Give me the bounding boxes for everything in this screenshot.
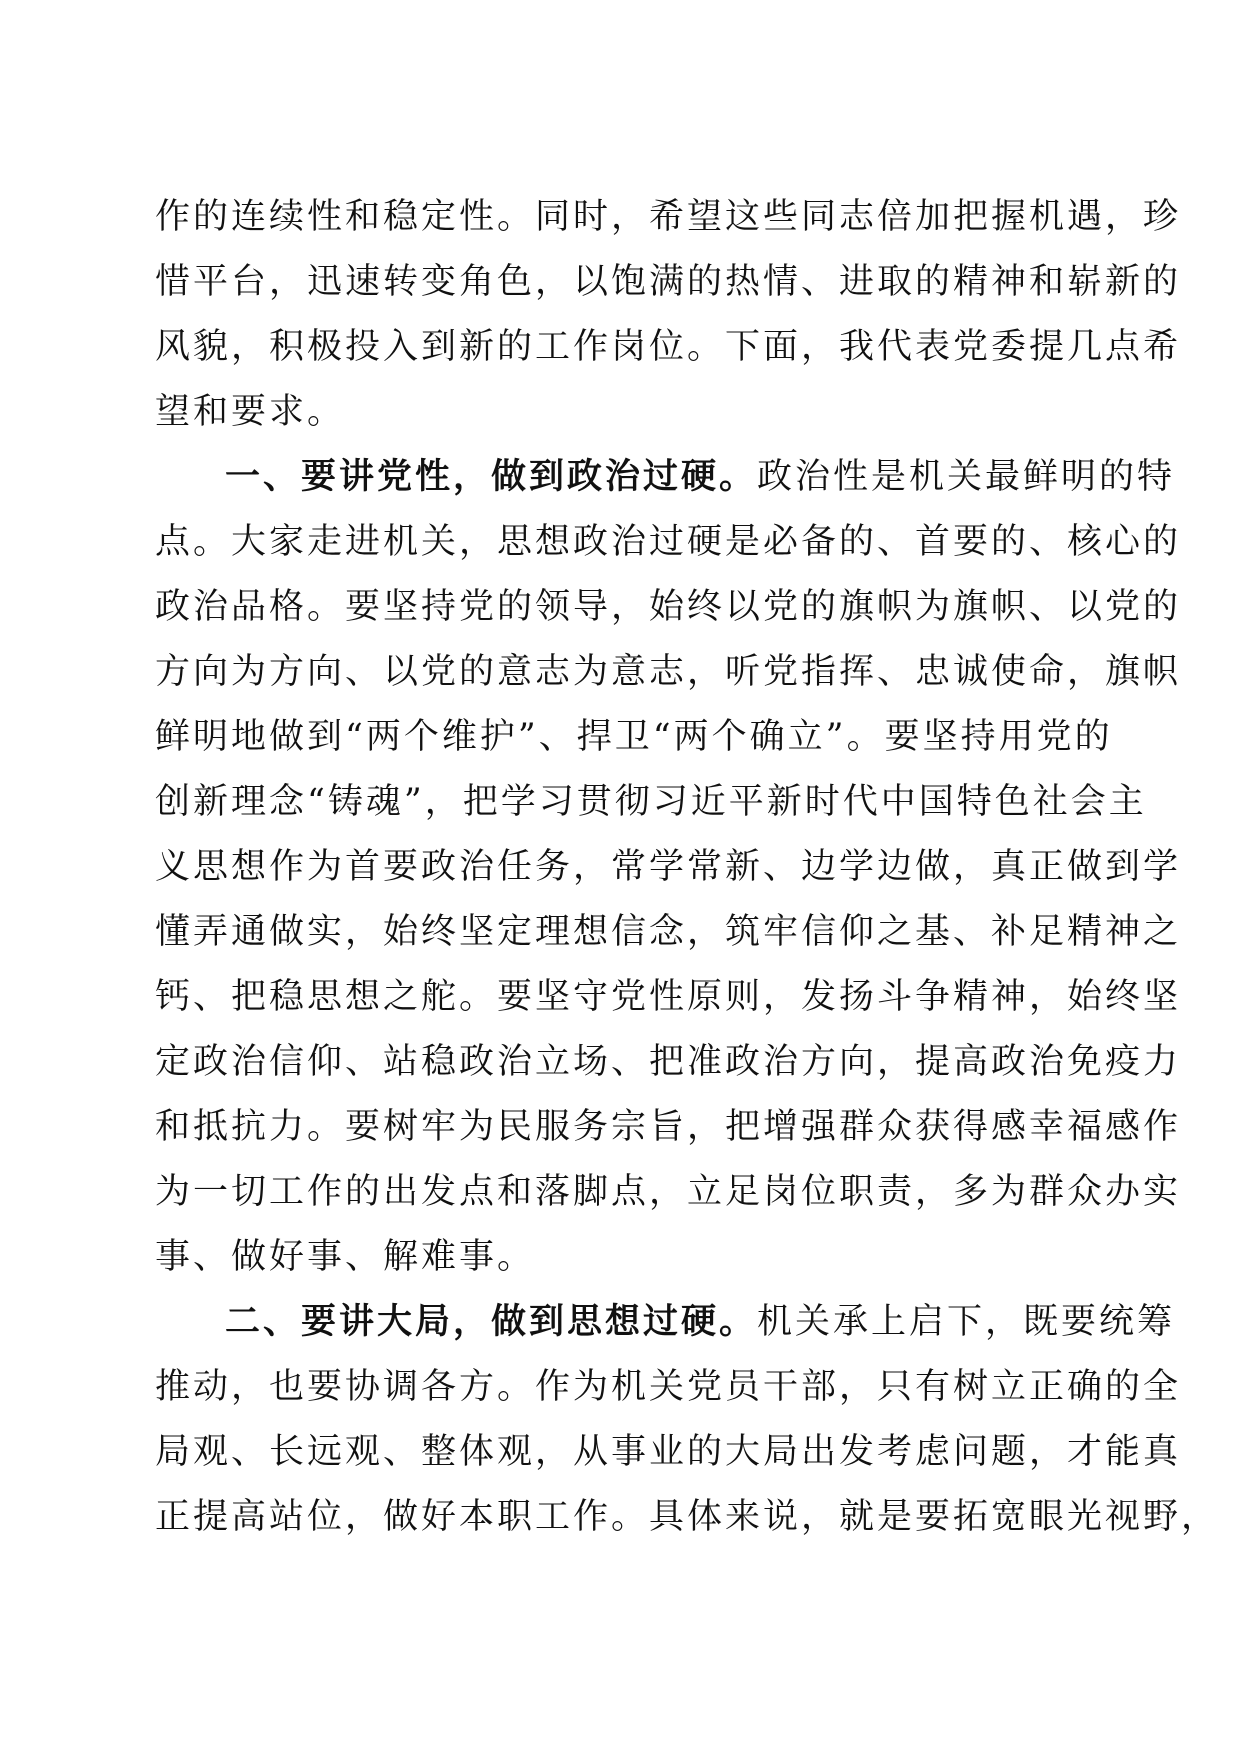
section-two-first-line — [155, 1290, 1176, 1355]
text-line: 局观、长远观、整体观，从事业的大局出发考虑问题，才能真 — [155, 1432, 1182, 1472]
text-line: 鲜明地做到“两个维护”、捍卫“两个确立”。要坚持用党的 — [155, 717, 1113, 757]
section-heading-one: 一、要讲党性，做到政治过硬。 — [225, 457, 758, 497]
section-one-first-line — [155, 445, 1176, 510]
text-line: 政治性是机关最鲜明的特 — [757, 457, 1176, 497]
text-line: 惜平台，迅速转变角色，以饱满的热情、进取的精神和崭新的 — [155, 262, 1182, 302]
text-line: 望和要求。 — [155, 392, 346, 432]
text-line: 事、做好事、解难事。 — [155, 1237, 536, 1277]
section-heading-two: 二、要讲大局，做到思想过硬。 — [225, 1302, 758, 1342]
text-line: 为一切工作的出发点和落脚点，立足岗位职责，多为群众办实 — [155, 1172, 1182, 1212]
text-line: 义思想作为首要政治任务，常学常新、边学边做，真正做到学 — [155, 847, 1182, 887]
text-line: 作的连续性和稳定性。同时，希望这些同志倍加把握机遇，珍 — [155, 197, 1182, 237]
text-line: 钙、把稳思想之舵。要坚守党性原则，发扬斗争精神，始终坚 — [155, 977, 1182, 1017]
text-line: 方向为方向、以党的意志为意志，听党指挥、忠诚使命，旗帜 — [155, 652, 1182, 692]
text-line: 创新理念“铸魂”，把学习贯彻习近平新时代中国特色社会主 — [155, 782, 1147, 822]
text-line: 政治品格。要坚持党的领导，始终以党的旗帜为旗帜、以党的 — [155, 587, 1182, 627]
text-line: 定政治信仰、站稳政治立场、把准政治方向，提高政治免疫力 — [155, 1042, 1182, 1082]
text-line: 推动，也要协调各方。作为机关党员干部，只有树立正确的全 — [155, 1367, 1182, 1407]
text-line: 风貌，积极投入到新的工作岗位。下面，我代表党委提几点希 — [155, 327, 1182, 367]
text-line: 机关承上启下，既要统筹 — [757, 1302, 1176, 1342]
text-line: 点。大家走进机关，思想政治过硬是必备的、首要的、核心的 — [155, 522, 1182, 562]
text-line: 和抵抗力。要树牢为民服务宗旨，把增强群众获得感幸福感作 — [155, 1107, 1182, 1147]
text-line: 懂弄通做实，始终坚定理想信念，筑牢信仰之基、补足精神之 — [155, 912, 1182, 952]
body-text — [155, 185, 1220, 1550]
text-line: 正提高站位，做好本职工作。具体来说，就是要拓宽眼光视野， — [155, 1497, 1220, 1537]
